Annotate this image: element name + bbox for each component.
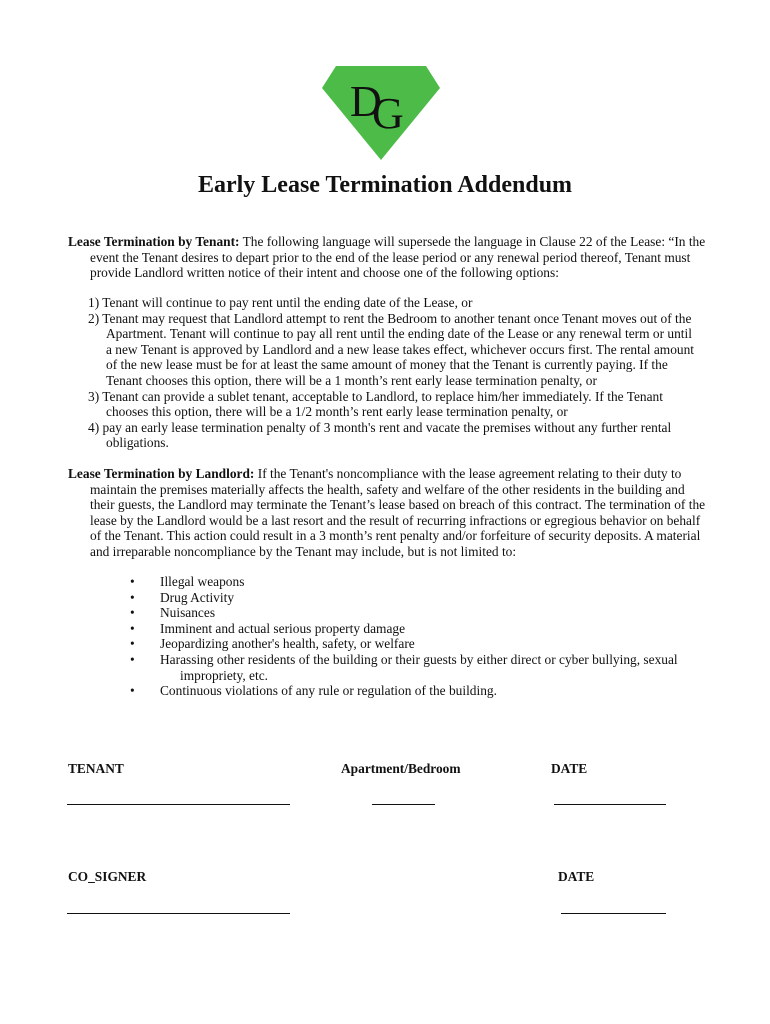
noncompliance-item: • Harassing other residents of the building or their guests by either direct or cyber bullying, sexual impropriety, etc. xyxy=(130,652,700,683)
noncompliance-item: • Nuisances xyxy=(130,605,216,621)
bullet-icon: • xyxy=(130,636,135,652)
bullet-icon: • xyxy=(130,574,135,589)
tenant-signature-line[interactable] xyxy=(67,804,290,805)
cosigner-signature-label: CO_SIGNER xyxy=(68,869,147,884)
tenant-termination-heading: Lease Termination by Tenant: xyxy=(68,234,240,249)
landlord-termination-text: If the Tenant's noncompliance with the lease agreement relating to their duty to maintain the premises materially affects the health, safety and welfare of the other residents in the building and their guests, the Landlord may terminate the Tenant’s lease based on breach of this contract. The termination of the lease by the Landlord would be a last resort and the result of recurring infractions or egregious behavior on behalf of the Tenant. This action could result in a 3 month’s rent penalty and/or forfeiture of security deposits. A material and irreparable noncompliance by the Tenant may include, but is not limited to: xyxy=(90,466,706,559)
tenant-date-line[interactable] xyxy=(554,804,666,805)
noncompliance-item-continuation: impropriety, etc. xyxy=(180,667,268,683)
tenant-termination-section xyxy=(68,234,710,281)
landlord-termination-paragraph xyxy=(68,466,710,560)
tenant-signature-label: TENANT xyxy=(68,761,124,776)
tenant-option-1: 1) Tenant will continue to pay rent until the ending date of the Lease, or xyxy=(88,295,473,310)
noncompliance-list xyxy=(130,574,700,699)
tenant-option-4: 4) pay an early lease termination penalty of 3 month's rent and vacate the premises without any further rental obligations. xyxy=(88,419,672,451)
cosigner-signature-line[interactable] xyxy=(67,913,290,914)
dg-logo xyxy=(322,66,440,160)
cosigner-date-line[interactable] xyxy=(561,913,666,914)
bullet-icon: • xyxy=(130,605,135,621)
apartment-bedroom-label: Apartment/Bedroom xyxy=(341,761,461,776)
apartment-bedroom-line[interactable] xyxy=(372,804,435,805)
document-title: Early Lease Termination Addendum xyxy=(197,172,573,198)
bullet-icon: • xyxy=(130,620,135,636)
tenant-date-label: DATE xyxy=(551,761,588,776)
logo-letter-g: G xyxy=(372,89,404,138)
bullet-icon: • xyxy=(130,589,135,605)
landlord-termination-heading: Lease Termination by Landlord: xyxy=(68,466,255,481)
tenant-option-2: 2) Tenant may request that Landlord attempt to rent the Bedroom to another tenant once Tenant moves out of the Apartment. Tenant will continue to pay all rent until the ending date of the Lease or any renewal term or until a new Tenant is approved by Landlord and a new lease takes effect, whichever occurs first. The rental amount of the new lease must be for at least the same amount of money that the Tenant is currently paying. If the Tenant chooses this option, there will be a 1 month’s rent early lease termination penalty, or xyxy=(88,310,695,388)
bullet-icon: • xyxy=(130,651,135,667)
tenant-termination-text: The following language will supersede the language in Clause 22 of the Lease: “In the event the Tenant desires to depart prior to the end of the lease period or any renewal period thereof, Tenant must provide Landlord written notice of their intent and choose one of the following options: xyxy=(90,234,706,281)
noncompliance-item: • Illegal weapons xyxy=(130,574,245,589)
noncompliance-item: • Imminent and actual serious property damage xyxy=(130,620,406,636)
tenant-termination-intro xyxy=(68,234,710,281)
landlord-termination-section xyxy=(68,466,710,560)
tenant-option-3: 3) Tenant can provide a sublet tenant, acceptable to Landlord, to replace him/her immediately. If the Tenant chooses this option, there will be a 1/2 month’s rent early lease termination penalty, or xyxy=(88,388,663,420)
logo-letter-d: D xyxy=(350,77,382,126)
noncompliance-item: • Drug Activity xyxy=(130,589,235,605)
tenant-options-list xyxy=(88,295,700,451)
bullet-icon: • xyxy=(130,683,135,699)
cosigner-date-label: DATE xyxy=(558,869,595,884)
noncompliance-item: • Continuous violations of any rule or regulation of the building. xyxy=(130,683,497,699)
noncompliance-item: • Jeopardizing another's health, safety, or welfare xyxy=(130,636,415,652)
